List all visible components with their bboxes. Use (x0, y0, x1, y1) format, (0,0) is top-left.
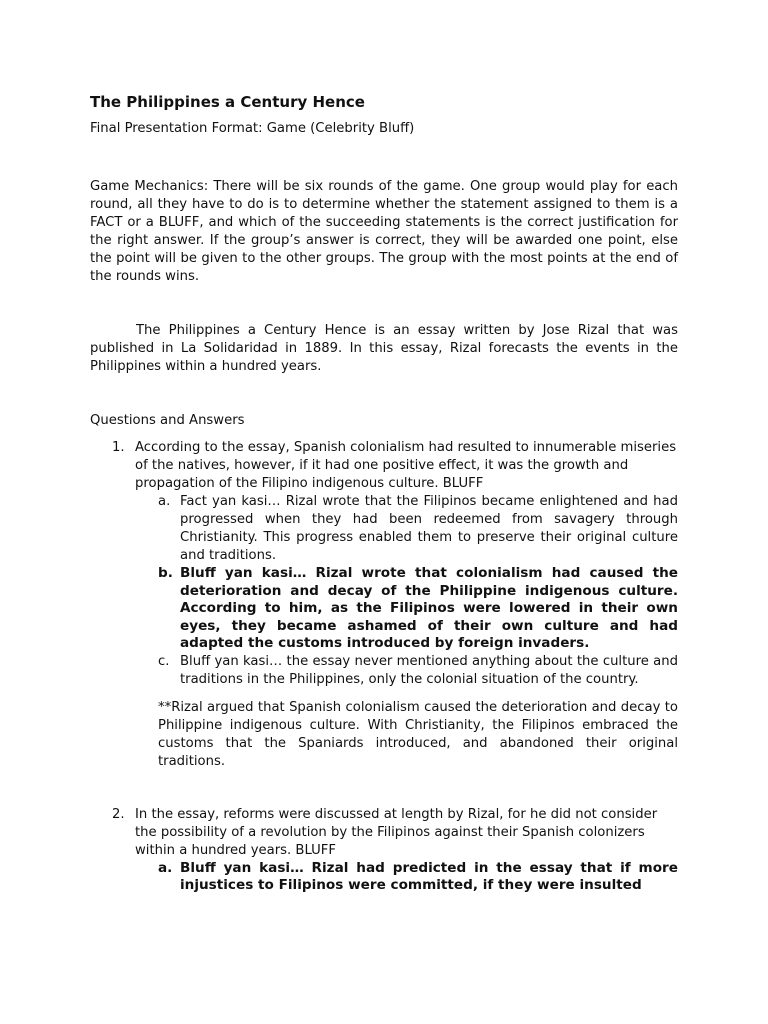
document-subtitle: Final Presentation Format: Game (Celebrity Bluff) (90, 121, 415, 136)
question-text: According to the essay, Spanish colonialism had resulted to innumerable miseries of the natives, however, if it had one positive effect, it was the growth and propagation of the Filipino indigenous culture. BLUFF (135, 440, 677, 491)
question-list (90, 439, 678, 895)
option-text: Bluff yan kasi… Rizal wrote that colonialism had caused the deterioration and decay of the Philippine indigenous culture. According to him, as the Filipinos were lowered in their own eyes, they became ashamed of their own culture and had adapted the customs introduced by foreign invaders. (180, 565, 678, 651)
question-number: 1. (112, 440, 125, 455)
question-text: In the essay, reforms were discussed at length by Rizal, for he did not consider the possibility of a revolution by the Filipinos against their Spanish colonizers within a hundred years. BLUFF (135, 806, 658, 858)
option-letter: c. (158, 653, 170, 669)
option-letter: a. (158, 494, 171, 509)
document-body (90, 92, 678, 895)
option-item-c (135, 653, 678, 689)
qa-heading: Questions and Answers (90, 413, 245, 428)
option-letter: b. (158, 565, 173, 581)
question-number: 2. (112, 806, 125, 822)
option-text: Fact yan kasi… Rizal wrote that the Filipinos became enlightened and had progressed when they had been redeemed from savagery through Christianity. This progress enabled them to preserve their original culture and traditions. (180, 494, 678, 563)
game-mechanics-paragraph: Game Mechanics: There will be six rounds of the game. One group would play for each round, all they have to do is to determine whether the statement assigned to them is a FACT or a BLUFF, and which of the succeeding statements is the correct justification for the right answer. If the group’s answer is correct, they will be awarded one point, else the point will be given to the other groups. The group with the most points at the end of the rounds wins. (90, 179, 678, 284)
option-item-b (135, 565, 678, 653)
option-item-a (135, 493, 678, 565)
intro-paragraph: The Philippines a Century Hence is an essay written by Jose Rizal that was published in La Solidaridad in 1889. In this essay, Rizal forecasts the events in the Philippines within a hundred years. (90, 323, 678, 374)
document-title: The Philippines a Century Hence (90, 93, 365, 111)
option-item-a (135, 860, 678, 895)
option-list (135, 493, 678, 689)
option-letter: a. (158, 859, 173, 876)
option-list (135, 860, 678, 895)
answer-note: **Rizal argued that Spanish colonialism caused the deterioration and decay to Philippine indigenous culture. With Christianity, the Filipinos embraced the customs that the Spaniards introduced, and abandoned their original traditions. (158, 699, 678, 769)
question-item-2 (90, 806, 678, 895)
question-item-1 (90, 439, 678, 771)
option-text: Bluff yan kasi… the essay never mentioned anything about the culture and traditions in the Philippines, only the colonial situation of the country. (180, 653, 678, 687)
option-text: Bluff yan kasi… Rizal had predicted in the essay that if more injustices to Filipinos were committed, if they were insulted (180, 859, 678, 893)
